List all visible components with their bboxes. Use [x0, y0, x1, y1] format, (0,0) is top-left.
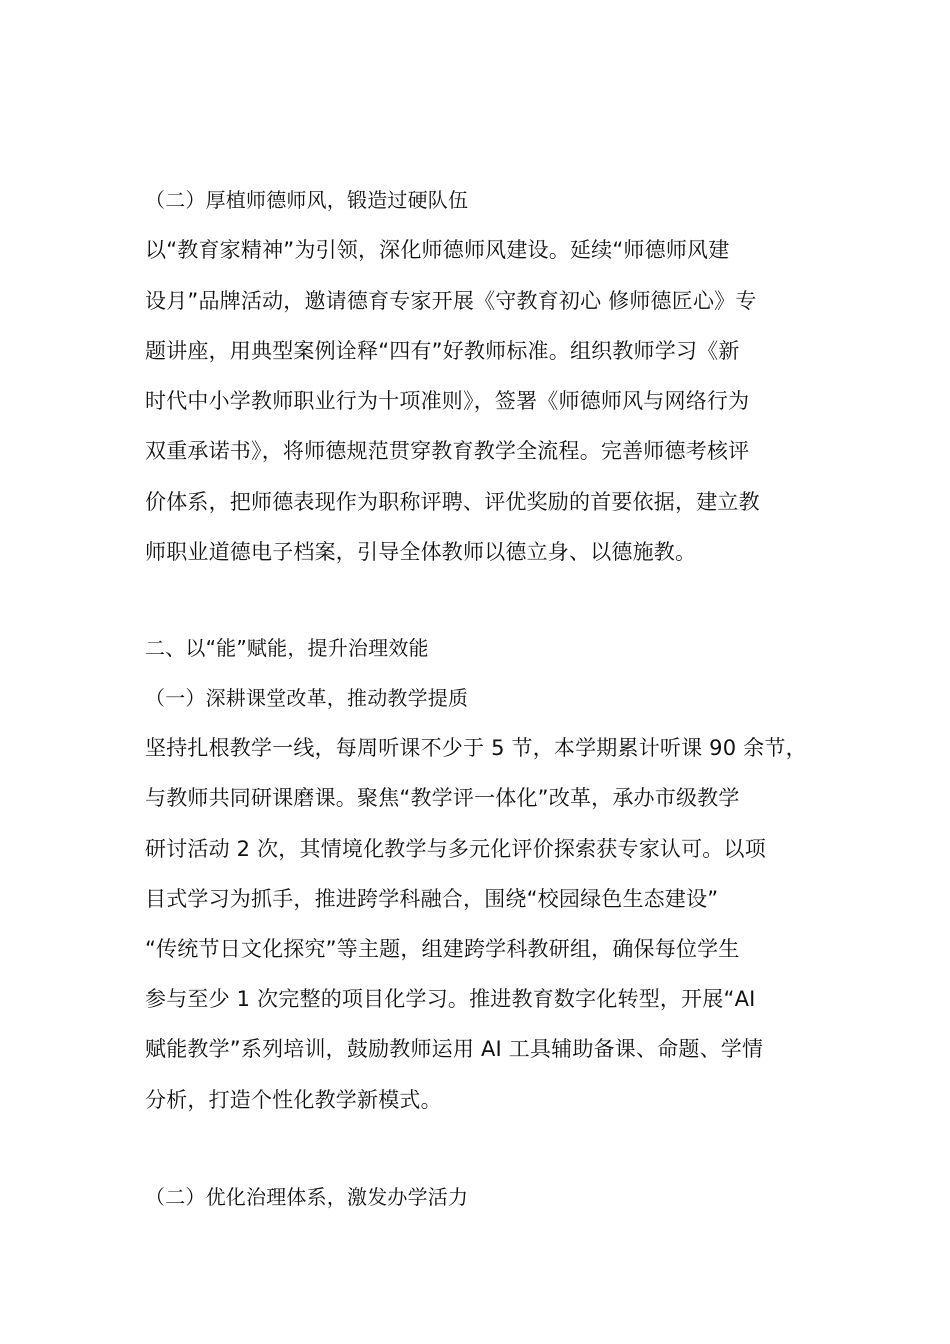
paragraph-line: 价体系，把师德表现作为职称评聘、评优奖励的首要依据，建立教 [145, 490, 760, 514]
paragraph-line: 与教师共同研课磨课。聚焦“教学评一体化”改革，承办市级教学 [145, 786, 740, 810]
paragraph-line: 参与至少 1 次完整的项目化学习。推进教育数字化转型，开展“AI [145, 987, 756, 1011]
section-heading-governance-system: （二）优化治理体系，激发办学活力 [145, 1185, 469, 1209]
section-heading-teacher-ethics: （二）厚植师德师风，锻造过硬队伍 [145, 188, 469, 212]
paragraph-line: 赋能教学”系列培训，鼓励教师运用 AI 工具辅助备课、命题、学情 [145, 1037, 764, 1061]
paragraph-line: 坚持扎根教学一线，每周听课不少于 5 节，本学期累计听课 90 余节， [145, 736, 807, 760]
paragraph-line: 以“教育家精神”为引领，深化师德师风建设。延续“师德师风建 [145, 238, 730, 262]
paragraph-line: 研讨活动 2 次，其情境化教学与多元化评价探索获专家认可。以项 [145, 837, 766, 861]
paragraph-line: 设月”品牌活动，邀请德育专家开展《守教育初心 修师德匠心》专 [145, 289, 757, 313]
paragraph-line: 时代中小学教师职业行为十项准则》，签署《师德师风与网络行为 [145, 389, 750, 413]
paragraph-line: 师职业道德电子档案，引导全体教师以德立身、以德施教。 [145, 540, 697, 564]
section-heading-classroom-reform: （一）深耕课堂改革，推动教学提质 [145, 686, 469, 710]
paragraph-line: 双重承诺书》，将师德规范贯穿教育教学全流程。完善师德考核评 [145, 439, 750, 463]
paragraph-line: 分析，打造个性化教学新模式。 [145, 1088, 442, 1112]
paragraph-line: 题讲座，用典型案例诠释“四有”好教师标准。组织教师学习《新 [145, 339, 740, 363]
paragraph-line: 目式学习为抓手，推进跨学科融合，围绕“校园绿色生态建设” [145, 887, 719, 911]
part-heading-governance: 二、以“能”赋能，提升治理效能 [145, 636, 429, 660]
paragraph-line: “传统节日文化探究”等主题，组建跨学科教研组，确保每位学生 [145, 937, 740, 961]
